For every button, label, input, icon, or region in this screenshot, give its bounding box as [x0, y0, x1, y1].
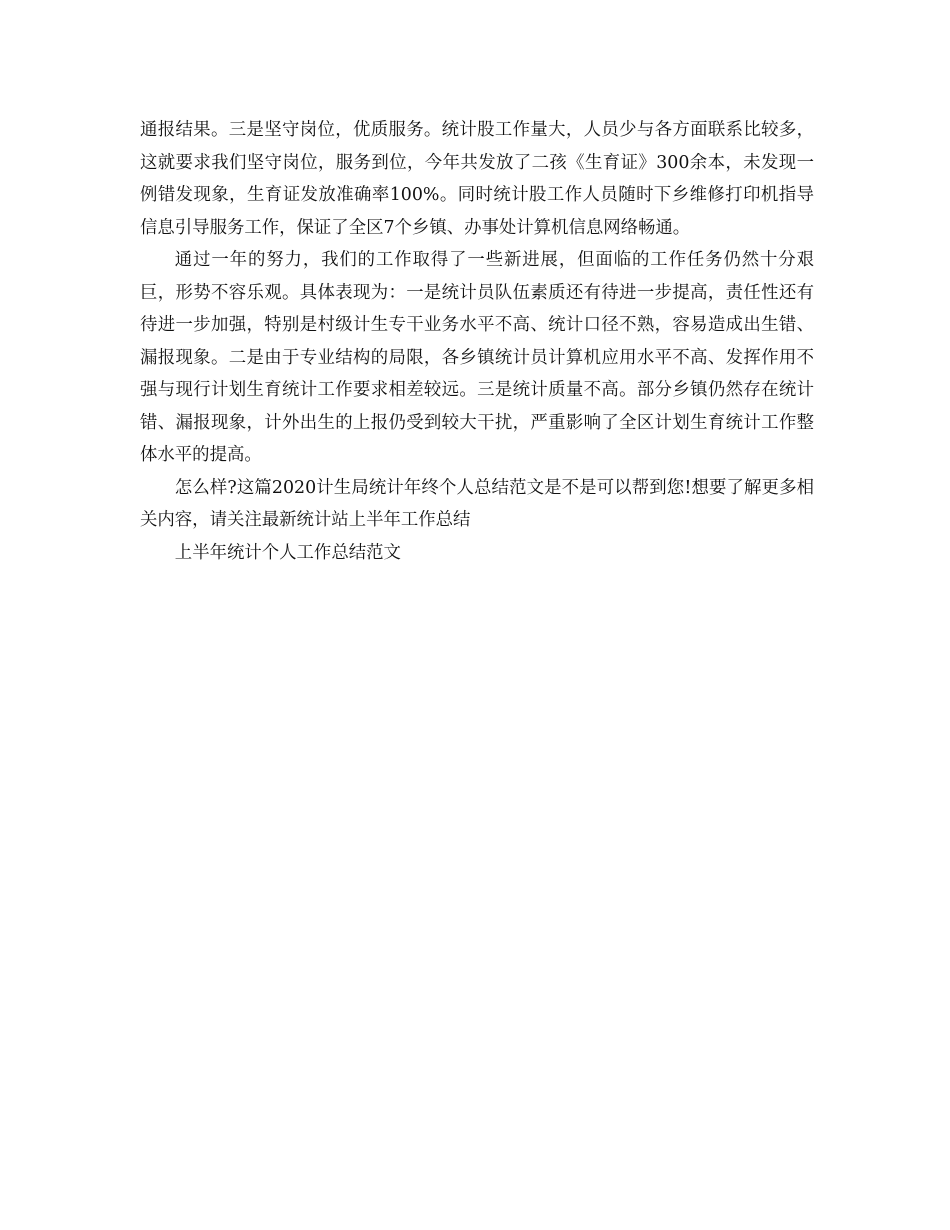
paragraph-problems: 通过一年的努力，我们的工作取得了一些新进展，但面临的工作任务仍然十分艰巨，形势不容乐观。具体表现为：一是统计员队伍素质还有待进一步提高，责任性还有待进一步加强，特别是村级计生专干业务水平不高、统计口径不熟，容易造成出生错、漏报现象。二是由于专业结构的局限，各乡镇统计员计算机应用水平不高、发挥作用不强与现行计划生育统计工作要求相差较远。三是统计质量不高。部分乡镇仍然存在统计错、漏报现象，计外出生的上报仍受到较大干扰，严重影响了全区计划生育统计工作整体水平的提高。 [140, 250, 814, 465]
related-article-title: 上半年统计个人工作总结范文 [174, 542, 401, 563]
paragraph-promo: 怎么样?这篇2020计生局统计年终个人总结范文是不是可以帮到您!想要了解更多相关内容，请关注最新统计站上半年工作总结 [140, 477, 814, 530]
document-page [140, 114, 814, 569]
paragraph-continuation: 通报结果。三是坚守岗位，优质服务。统计股工作量大，人员少与各方面联系比较多，这就要求我们坚守岗位，服务到位，今年共发放了二孩《生育证》300余本，未发现一例错发现象，生育证发放准确率100%。同时统计股工作人员随时下乡维修打印机指导信息引导服务工作，保证了全区7个乡镇、办事处计算机信息网络畅通。 [140, 120, 814, 238]
